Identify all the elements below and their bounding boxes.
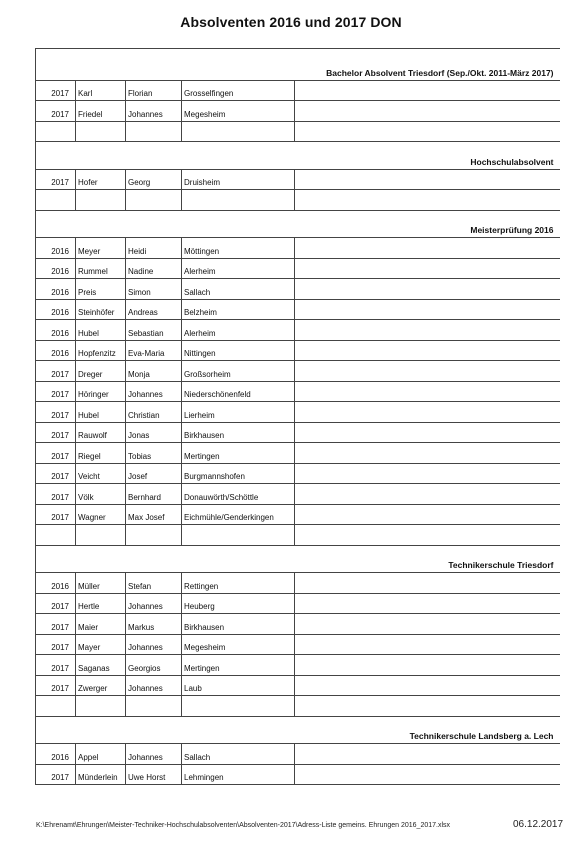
place-cell: Eichmühle/Genderkingen — [182, 504, 295, 525]
place-cell: Alerheim — [182, 320, 295, 341]
table-row — [36, 655, 560, 676]
year-cell: 2017 — [36, 675, 76, 696]
section-heading-row — [36, 217, 560, 238]
first-name-cell: Georgios — [126, 655, 182, 676]
year-cell: 2016 — [36, 299, 76, 320]
first-name-cell: Florian — [126, 80, 182, 101]
place-cell: Alerheim — [182, 258, 295, 279]
first-name-cell: Heidi — [126, 238, 182, 259]
table-row — [36, 101, 560, 122]
table-row — [36, 402, 560, 423]
year-cell: 2017 — [36, 80, 76, 101]
place-cell: Megesheim — [182, 634, 295, 655]
place-cell: Heuberg — [182, 593, 295, 614]
table-row — [36, 593, 560, 614]
empty-cell — [182, 190, 295, 211]
table-row — [36, 238, 560, 259]
notes-cell — [295, 573, 560, 594]
year-cell: 2016 — [36, 744, 76, 765]
first-name-cell: Monja — [126, 361, 182, 382]
notes-cell — [295, 655, 560, 676]
table-row — [36, 744, 560, 765]
first-name-cell: Johannes — [126, 744, 182, 765]
year-cell: 2017 — [36, 402, 76, 423]
year-cell: 2016 — [36, 573, 76, 594]
empty-row — [36, 525, 560, 546]
table-top-spacer — [36, 49, 560, 60]
first-name-cell: Sebastian — [126, 320, 182, 341]
place-cell: Donauwörth/Schöttle — [182, 484, 295, 505]
notes-cell — [295, 634, 560, 655]
section-spacer — [36, 142, 560, 149]
empty-cell — [182, 525, 295, 546]
last-name-cell: Hopfenzitz — [76, 340, 126, 361]
table-row — [36, 573, 560, 594]
last-name-cell: Preis — [76, 279, 126, 300]
empty-cell — [126, 525, 182, 546]
empty-cell — [126, 121, 182, 142]
first-name-cell: Johannes — [126, 675, 182, 696]
spacer-cell — [36, 49, 76, 60]
table-row — [36, 443, 560, 464]
last-name-cell: Riegel — [76, 443, 126, 464]
last-name-cell: Friedel — [76, 101, 126, 122]
notes-cell — [295, 614, 560, 635]
last-name-cell: Veicht — [76, 463, 126, 484]
year-cell: 2017 — [36, 463, 76, 484]
table-row — [36, 634, 560, 655]
last-name-cell: Meyer — [76, 238, 126, 259]
table-row — [36, 340, 560, 361]
year-cell: 2017 — [36, 504, 76, 525]
empty-cell — [126, 696, 182, 717]
notes-cell — [295, 675, 560, 696]
place-cell: Lehmingen — [182, 764, 295, 785]
section-heading-row — [36, 149, 560, 170]
empty-cell — [295, 525, 560, 546]
empty-row — [36, 190, 560, 211]
last-name-cell: Rummel — [76, 258, 126, 279]
first-name-cell: Jonas — [126, 422, 182, 443]
table-row — [36, 504, 560, 525]
notes-cell — [295, 764, 560, 785]
last-name-cell: Dreger — [76, 361, 126, 382]
notes-cell — [295, 238, 560, 259]
last-name-cell: Völk — [76, 484, 126, 505]
year-cell: 2017 — [36, 655, 76, 676]
last-name-cell: Karl — [76, 80, 126, 101]
notes-cell — [295, 169, 560, 190]
first-name-cell: Johannes — [126, 381, 182, 402]
notes-cell — [295, 340, 560, 361]
table-row — [36, 675, 560, 696]
empty-cell — [36, 121, 76, 142]
notes-cell — [295, 463, 560, 484]
table-row — [36, 299, 560, 320]
empty-cell — [76, 121, 126, 142]
year-cell: 2016 — [36, 340, 76, 361]
year-cell: 2017 — [36, 361, 76, 382]
last-name-cell: Zwerger — [76, 675, 126, 696]
year-cell: 2016 — [36, 238, 76, 259]
empty-cell — [182, 696, 295, 717]
first-name-cell: Nadine — [126, 258, 182, 279]
place-cell: Rettingen — [182, 573, 295, 594]
first-name-cell: Johannes — [126, 101, 182, 122]
notes-cell — [295, 484, 560, 505]
notes-cell — [295, 320, 560, 341]
first-name-cell: Georg — [126, 169, 182, 190]
notes-cell — [295, 299, 560, 320]
notes-cell — [295, 258, 560, 279]
place-cell: Großsorheim — [182, 361, 295, 382]
table-row — [36, 80, 560, 101]
empty-row — [36, 121, 560, 142]
empty-row — [36, 696, 560, 717]
section-heading-row — [36, 723, 560, 744]
year-cell: 2017 — [36, 443, 76, 464]
empty-cell — [126, 190, 182, 211]
year-cell: 2017 — [36, 634, 76, 655]
section-heading-row — [36, 552, 560, 573]
first-name-cell: Johannes — [126, 593, 182, 614]
table-row — [36, 463, 560, 484]
last-name-cell: Appel — [76, 744, 126, 765]
first-name-cell: Stefan — [126, 573, 182, 594]
place-cell: Belzheim — [182, 299, 295, 320]
place-cell: Möttingen — [182, 238, 295, 259]
year-cell: 2017 — [36, 101, 76, 122]
last-name-cell: Hertle — [76, 593, 126, 614]
section-heading: Meisterprüfung 2016 — [36, 217, 560, 238]
place-cell: Niederschönenfeld — [182, 381, 295, 402]
page-title: Absolventen 2016 und 2017 DON — [180, 14, 402, 30]
empty-cell — [76, 525, 126, 546]
section-spacer — [36, 545, 560, 552]
empty-cell — [182, 121, 295, 142]
spacer-cell — [36, 142, 560, 149]
year-cell: 2017 — [36, 169, 76, 190]
last-name-cell: Hubel — [76, 402, 126, 423]
place-cell: Druisheim — [182, 169, 295, 190]
first-name-cell: Christian — [126, 402, 182, 423]
section-heading: Bachelor Absolvent Triesdorf (Sep./Okt. 2011-März 2017) — [36, 60, 560, 81]
year-cell: 2017 — [36, 422, 76, 443]
footer-file-path: K:\Ehrenamt\Ehrungen\Meister-Techniker-Hochschulabsolventen\Absolventen-2017\Adress-Liste gemeins. Ehrungen 2016_2017.xlsx — [36, 822, 451, 829]
place-cell: Laub — [182, 675, 295, 696]
table-row — [36, 258, 560, 279]
notes-cell — [295, 80, 560, 101]
last-name-cell: Maier — [76, 614, 126, 635]
last-name-cell: Rauwolf — [76, 422, 126, 443]
notes-cell — [295, 744, 560, 765]
section-heading: Technikerschule Triesdorf — [36, 552, 560, 573]
empty-cell — [295, 121, 560, 142]
section-heading-row — [36, 60, 560, 81]
graduates-table — [35, 48, 560, 785]
notes-cell — [295, 422, 560, 443]
place-cell: Sallach — [182, 744, 295, 765]
first-name-cell: Max Josef — [126, 504, 182, 525]
first-name-cell: Tobias — [126, 443, 182, 464]
spacer-cell — [182, 49, 295, 60]
last-name-cell: Mayer — [76, 634, 126, 655]
spacer-cell — [36, 545, 560, 552]
footer-date: 06.12.2017 — [513, 819, 564, 830]
place-cell: Birkhausen — [182, 422, 295, 443]
spacer-cell — [36, 716, 560, 723]
notes-cell — [295, 101, 560, 122]
notes-cell — [295, 279, 560, 300]
spacer-cell — [36, 210, 560, 217]
notes-cell — [295, 361, 560, 382]
empty-cell — [76, 696, 126, 717]
first-name-cell: Uwe Horst — [126, 764, 182, 785]
year-cell: 2017 — [36, 764, 76, 785]
empty-cell — [36, 696, 76, 717]
last-name-cell: Müller — [76, 573, 126, 594]
first-name-cell: Johannes — [126, 634, 182, 655]
first-name-cell: Andreas — [126, 299, 182, 320]
notes-cell — [295, 504, 560, 525]
empty-cell — [295, 190, 560, 211]
year-cell: 2016 — [36, 279, 76, 300]
notes-cell — [295, 593, 560, 614]
notes-cell — [295, 381, 560, 402]
section-spacer — [36, 716, 560, 723]
place-cell: Nittingen — [182, 340, 295, 361]
place-cell: Megesheim — [182, 101, 295, 122]
first-name-cell: Bernhard — [126, 484, 182, 505]
first-name-cell: Markus — [126, 614, 182, 635]
table-row — [36, 422, 560, 443]
section-spacer — [36, 210, 560, 217]
last-name-cell: Wagner — [76, 504, 126, 525]
table-row — [36, 484, 560, 505]
empty-cell — [76, 190, 126, 211]
table-row — [36, 381, 560, 402]
place-cell: Mertingen — [182, 655, 295, 676]
notes-cell — [295, 402, 560, 423]
last-name-cell: Saganas — [76, 655, 126, 676]
last-name-cell: Steinhöfer — [76, 299, 126, 320]
table-row — [36, 361, 560, 382]
table-row — [36, 764, 560, 785]
table-row — [36, 279, 560, 300]
place-cell: Sallach — [182, 279, 295, 300]
empty-cell — [36, 190, 76, 211]
place-cell: Lierheim — [182, 402, 295, 423]
last-name-cell: Hubel — [76, 320, 126, 341]
table-row — [36, 169, 560, 190]
table-row — [36, 614, 560, 635]
first-name-cell: Josef — [126, 463, 182, 484]
table-row — [36, 320, 560, 341]
place-cell: Grosselfingen — [182, 80, 295, 101]
notes-cell — [295, 443, 560, 464]
year-cell: 2017 — [36, 381, 76, 402]
first-name-cell: Simon — [126, 279, 182, 300]
last-name-cell: Höringer — [76, 381, 126, 402]
year-cell: 2017 — [36, 593, 76, 614]
year-cell: 2017 — [36, 484, 76, 505]
place-cell: Birkhausen — [182, 614, 295, 635]
year-cell: 2017 — [36, 614, 76, 635]
year-cell: 2016 — [36, 320, 76, 341]
spacer-cell — [126, 49, 182, 60]
place-cell: Burgmannshofen — [182, 463, 295, 484]
first-name-cell: Eva-Maria — [126, 340, 182, 361]
spacer-cell — [76, 49, 126, 60]
section-heading: Technikerschule Landsberg a. Lech — [36, 723, 560, 744]
place-cell: Mertingen — [182, 443, 295, 464]
empty-cell — [295, 696, 560, 717]
section-heading: Hochschulabsolvent — [36, 149, 560, 170]
empty-cell — [36, 525, 76, 546]
spacer-cell — [295, 49, 560, 60]
year-cell: 2016 — [36, 258, 76, 279]
last-name-cell: Hofer — [76, 169, 126, 190]
last-name-cell: Münderlein — [76, 764, 126, 785]
